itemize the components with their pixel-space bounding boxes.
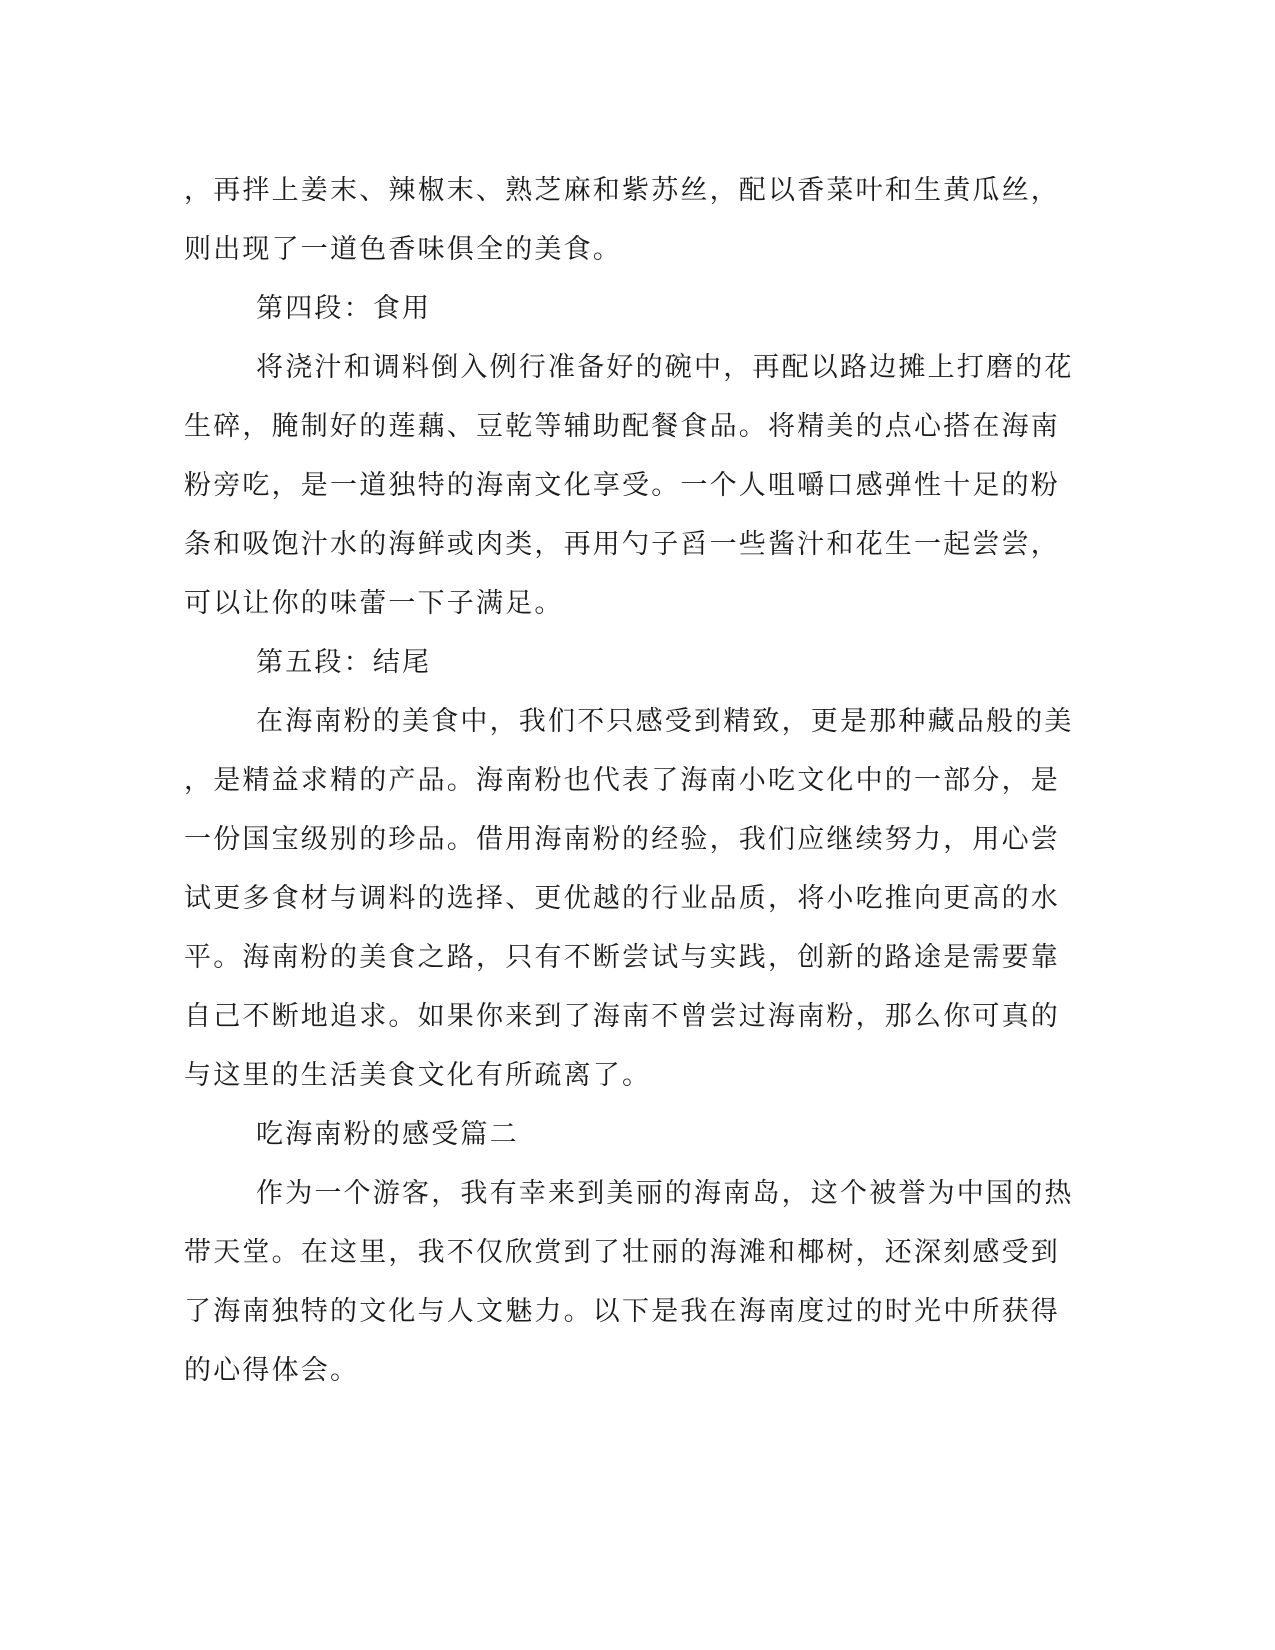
paragraph-start-line: 第五段：结尾 — [256, 647, 432, 678]
text-line: 平。海南粉的美食之路，只有不断尝试与实践，创新的路途是需要靠 — [184, 942, 1060, 973]
text-line: 的心得体会。 — [184, 1355, 360, 1386]
text-line: 粉旁吃，是一道独特的海南文化享受。一个人咀嚼口感弹性十足的粉 — [184, 470, 1060, 501]
text-line: 带天堂。在这里，我不仅欣赏到了壮丽的海滩和椰树，还深刻感受到 — [184, 1237, 1060, 1268]
text-line: 生碎，腌制好的莲藕、豆乾等辅助配餐食品。将精美的点心搭在海南 — [184, 411, 1060, 442]
text-line: 与这里的生活美食文化有所疏离了。 — [184, 1060, 652, 1091]
paragraph-start-line: 将浇汁和调料倒入例行准备好的碗中，再配以路边摊上打磨的花 — [256, 352, 1074, 383]
text-line: 自己不断地追求。如果你来到了海南不曾尝过海南粉，那么你可真的 — [184, 1001, 1060, 1032]
text-line: 试更多食材与调料的选择、更优越的行业品质，将小吃推向更高的水 — [184, 883, 1060, 914]
text-line: ，是精益求精的产品。海南粉也代表了海南小吃文化中的一部分，是 — [184, 765, 1060, 796]
paragraph-start-line: 作为一个游客，我有幸来到美丽的海南岛，这个被誉为中国的热 — [256, 1178, 1074, 1209]
text-line: 一份国宝级别的珍品。借用海南粉的经验，我们应继续努力，用心尝 — [184, 824, 1060, 855]
paragraph-start-line: 吃海南粉的感受篇二 — [256, 1119, 519, 1150]
paragraph-start-line: 第四段：食用 — [256, 293, 432, 324]
text-line: 则出现了一道色香味俱全的美食。 — [184, 234, 622, 265]
text-line: 了海南独特的文化与人文魅力。以下是我在海南度过的时光中所获得 — [184, 1296, 1060, 1327]
document-body — [184, 161, 1074, 1400]
paragraph-start-line: 在海南粉的美食中，我们不只感受到精致，更是那种藏品般的美 — [256, 706, 1074, 737]
text-line: 可以让你的味蕾一下子满足。 — [184, 588, 564, 619]
text-line: ，再拌上姜末、辣椒末、熟芝麻和紫苏丝，配以香菜叶和生黄瓜丝， — [184, 175, 1060, 206]
text-line: 条和吸饱汁水的海鲜或肉类，再用勺子舀一些酱汁和花生一起尝尝， — [184, 529, 1060, 560]
